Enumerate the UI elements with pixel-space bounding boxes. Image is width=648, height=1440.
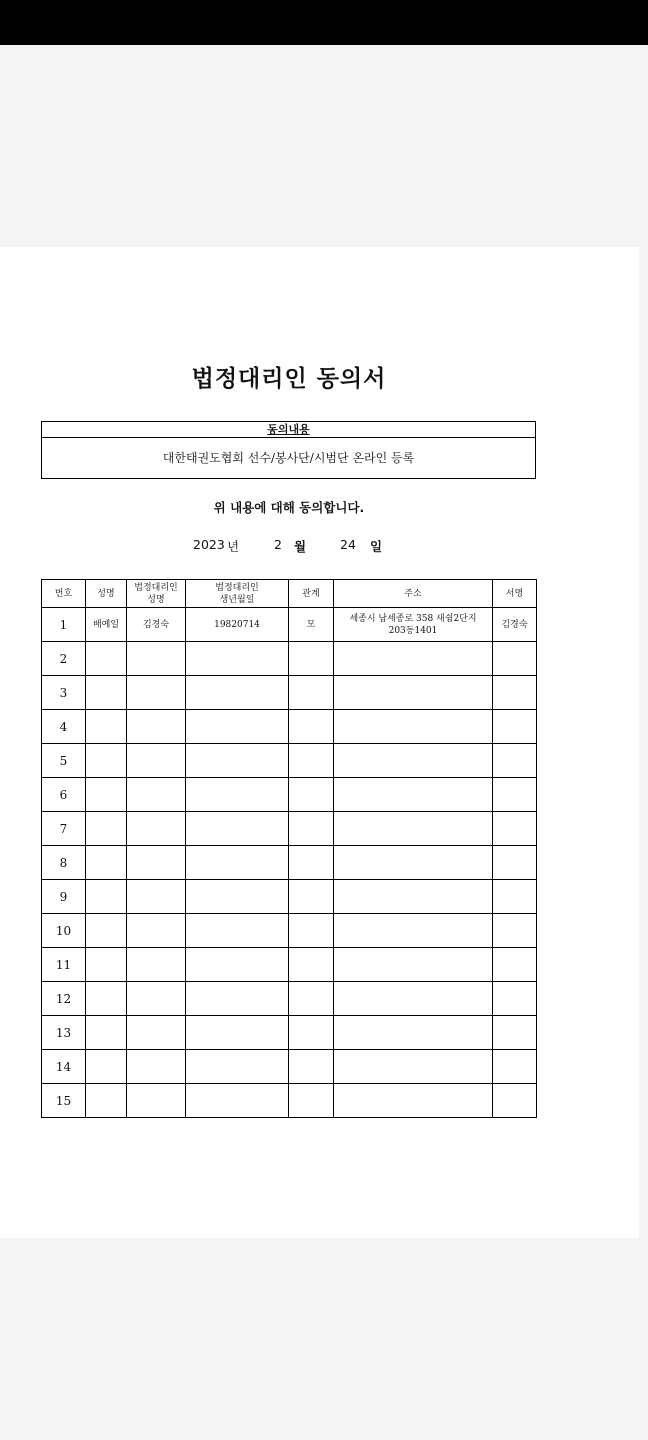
table-header-row (42, 580, 537, 608)
row-number: 12 (42, 982, 86, 1016)
row-guardian-name (127, 914, 186, 948)
row-address (334, 948, 493, 982)
row-number: 8 (42, 846, 86, 880)
row-address (334, 642, 493, 676)
row-name (86, 982, 127, 1016)
table-row (42, 642, 537, 676)
row-signature (493, 676, 537, 710)
row-relation (289, 914, 334, 948)
row-number: 3 (42, 676, 86, 710)
top-bar (0, 0, 648, 45)
row-guardian-name (127, 812, 186, 846)
row-guardian-name (127, 1084, 186, 1118)
row-number: 14 (42, 1050, 86, 1084)
table-row (42, 880, 537, 914)
row-guardian-birth (186, 642, 289, 676)
row-signature (493, 914, 537, 948)
table-row (42, 812, 537, 846)
row-address-line2: 203동1401 (388, 625, 438, 636)
row-relation (289, 676, 334, 710)
row-name (86, 744, 127, 778)
row-name (86, 676, 127, 710)
header-guardian-birth (186, 580, 289, 608)
date-month-unit: 월 (294, 539, 307, 554)
row-address (334, 1084, 493, 1118)
row-address (334, 1016, 493, 1050)
row-address (334, 778, 493, 812)
header-relation: 관계 (289, 580, 334, 608)
row-number: 10 (42, 914, 86, 948)
row-signature (493, 948, 537, 982)
row-guardian-name: 김경숙 (127, 608, 186, 642)
row-signature (493, 744, 537, 778)
table-row (42, 710, 537, 744)
table-row (42, 982, 537, 1016)
table-row (42, 778, 537, 812)
row-relation (289, 744, 334, 778)
row-signature (493, 710, 537, 744)
header-signature: 서명 (493, 580, 537, 608)
header-guardian-birth-line1: 법정대리인 (215, 582, 259, 593)
row-guardian-birth (186, 1084, 289, 1118)
row-guardian-birth (186, 1050, 289, 1084)
table-row (42, 1084, 537, 1118)
row-name (86, 642, 127, 676)
row-number: 5 (42, 744, 86, 778)
row-relation (289, 1050, 334, 1084)
row-signature (493, 982, 537, 1016)
row-name (86, 948, 127, 982)
row-relation (289, 812, 334, 846)
row-number: 6 (42, 778, 86, 812)
row-guardian-name (127, 1016, 186, 1050)
row-guardian-birth (186, 982, 289, 1016)
table-row (42, 914, 537, 948)
row-guardian-name (127, 744, 186, 778)
row-signature (493, 778, 537, 812)
date-month: 2 (274, 537, 282, 552)
row-address (334, 880, 493, 914)
date-day-unit: 일 (370, 539, 383, 554)
header-name: 성명 (86, 580, 127, 608)
row-guardian-name (127, 642, 186, 676)
row-relation (289, 1016, 334, 1050)
row-guardian-name (127, 982, 186, 1016)
header-guardian-name-line1: 법정대리인 (134, 582, 178, 593)
row-signature (493, 642, 537, 676)
row-name (86, 778, 127, 812)
guardian-table (41, 579, 537, 1118)
table-row (42, 676, 537, 710)
row-relation: 모 (289, 608, 334, 642)
row-signature: 김경숙 (493, 608, 537, 642)
consent-header (42, 422, 535, 438)
date-year-unit: 년 (227, 539, 240, 554)
row-address (334, 982, 493, 1016)
row-name (86, 710, 127, 744)
row-number: 13 (42, 1016, 86, 1050)
table-row (42, 846, 537, 880)
row-signature (493, 1084, 537, 1118)
row-relation (289, 642, 334, 676)
consent-box (41, 421, 536, 479)
row-address (334, 846, 493, 880)
row-guardian-name (127, 676, 186, 710)
row-guardian-birth (186, 778, 289, 812)
row-guardian-birth (186, 710, 289, 744)
row-signature (493, 1050, 537, 1084)
header-guardian-birth-line2: 생년월일 (219, 594, 255, 605)
row-guardian-birth (186, 1016, 289, 1050)
row-guardian-birth (186, 880, 289, 914)
row-relation (289, 880, 334, 914)
row-name (86, 880, 127, 914)
row-guardian-name (127, 880, 186, 914)
row-number: 1 (42, 608, 86, 642)
row-guardian-birth (186, 948, 289, 982)
table-row (42, 1016, 537, 1050)
row-signature (493, 880, 537, 914)
row-number: 9 (42, 880, 86, 914)
header-number: 번호 (42, 580, 86, 608)
row-address (334, 812, 493, 846)
row-name (86, 1084, 127, 1118)
agreement-statement: 위 내용에 대해 동의합니다. (213, 500, 365, 515)
header-address: 주소 (334, 580, 493, 608)
row-name (86, 914, 127, 948)
row-relation (289, 1084, 334, 1118)
row-address (334, 710, 493, 744)
row-name (86, 1050, 127, 1084)
row-name (86, 812, 127, 846)
row-number: 4 (42, 710, 86, 744)
row-name (86, 1016, 127, 1050)
row-signature (493, 812, 537, 846)
date-day: 24 (340, 537, 356, 552)
row-signature (493, 846, 537, 880)
row-guardian-name (127, 778, 186, 812)
row-relation (289, 778, 334, 812)
row-address-line1: 세종시 남세종로 358 새쉼2단지 (349, 613, 477, 624)
header-guardian-name (127, 580, 186, 608)
row-number: 11 (42, 948, 86, 982)
table-body (42, 608, 537, 1118)
row-guardian-name (127, 846, 186, 880)
row-relation (289, 982, 334, 1016)
row-name: 배예일 (86, 608, 127, 642)
row-address (334, 608, 493, 642)
date-year: 2023 (193, 537, 225, 552)
row-relation (289, 710, 334, 744)
row-address (334, 676, 493, 710)
row-guardian-birth (186, 744, 289, 778)
row-number: 2 (42, 642, 86, 676)
consent-content: 대한태권도협회 선수/봉사단/시범단 온라인 등록 (162, 451, 415, 465)
header-guardian-name-line2: 성명 (147, 594, 165, 605)
row-address (334, 1050, 493, 1084)
row-address (334, 914, 493, 948)
table-row (42, 608, 537, 642)
table-row (42, 1050, 537, 1084)
row-guardian-birth (186, 914, 289, 948)
row-guardian-name (127, 1050, 186, 1084)
row-relation (289, 948, 334, 982)
row-name (86, 846, 127, 880)
table-row (42, 744, 537, 778)
row-number: 7 (42, 812, 86, 846)
row-guardian-name (127, 710, 186, 744)
row-relation (289, 846, 334, 880)
row-guardian-birth: 19820714 (186, 608, 289, 642)
row-address (334, 744, 493, 778)
row-guardian-birth (186, 812, 289, 846)
row-guardian-birth (186, 676, 289, 710)
consent-header-label: 동의내용 (267, 423, 310, 436)
row-number: 15 (42, 1084, 86, 1118)
table-row (42, 948, 537, 982)
row-guardian-birth (186, 846, 289, 880)
row-signature (493, 1016, 537, 1050)
document-title: 법정대리인 동의서 (191, 366, 387, 392)
row-guardian-name (127, 948, 186, 982)
